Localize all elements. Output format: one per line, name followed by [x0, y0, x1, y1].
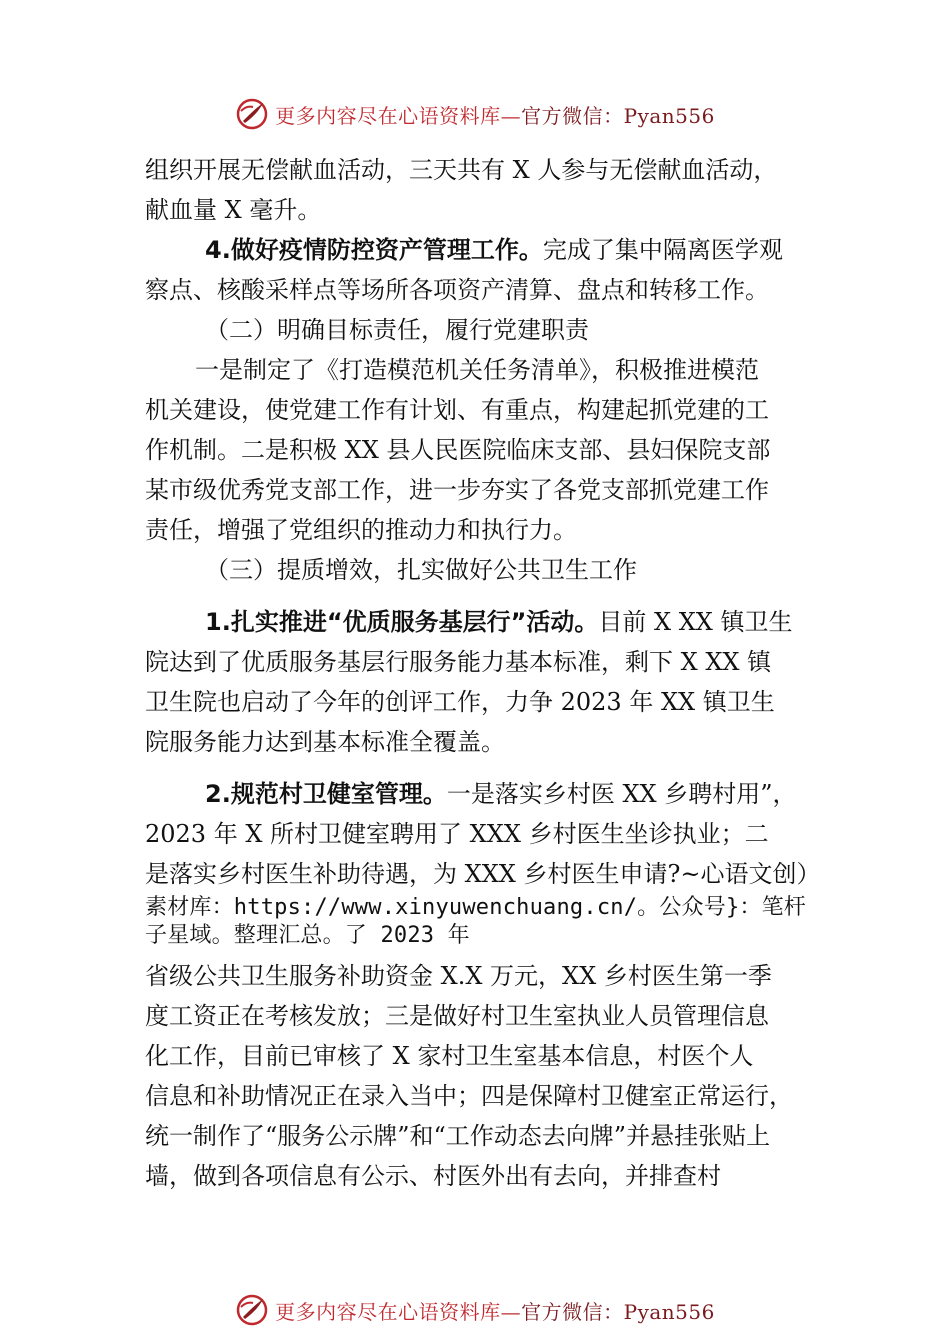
document-body: [145, 150, 821, 1196]
text-line: 卫生院也启动了今年的创评工作，力争 2023 年 XX 镇卫生: [145, 688, 775, 716]
text-line: 省级公共卫生服务补助资金 X.X 万元，XX 乡村医生第一季: [145, 962, 772, 990]
item-heading: 1.扎实推进“优质服务基层行”活动。: [205, 608, 599, 636]
text-line-inserted: 子星域。整理汇总。了 2023 年: [145, 923, 470, 948]
text-line: 察点、核酸采样点等场所各项资产清算、盘点和转移工作。: [145, 276, 769, 304]
text-line: 机关建设，使党建工作有计划、有重点，构建起抓党建的工: [145, 396, 769, 424]
text-line: 度工资正在考核发放；三是做好村卫生室执业人员管理信息: [145, 1002, 769, 1030]
section-item-4: 4.做好疫情防控资产管理工作。完成了集中隔离医学观: [205, 236, 783, 264]
text-line-inserted: 素材库：https://www.xinyuwenchuang.cn/。公众号}：笔杆: [145, 895, 806, 920]
text-line: 信息和补助情况正在录入当中；四是保障村卫健室正常运行，: [145, 1082, 793, 1110]
text-line: 院服务能力达到基本标准全覆盖。: [145, 728, 505, 756]
text-line: 统一制作了“服务公示牌”和“工作动态去向牌”并悬挂张贴上: [145, 1122, 771, 1150]
header-banner-text: 更多内容尽在心语资料库—官方微信：Pyan556: [275, 103, 715, 128]
footer-watermark-banner: [0, 1290, 950, 1330]
section-heading-3: （三）提质增效，扎实做好公共卫生工作: [205, 556, 637, 584]
item-heading: 4.做好疫情防控资产管理工作。: [205, 236, 543, 264]
text-line: 墙，做到各项信息有公示、村医外出有去向，并排查村: [145, 1162, 721, 1190]
text-line: 一是制定了《打造模范机关任务清单》，积极推进模范: [195, 356, 759, 384]
brush-logo-icon: [235, 97, 269, 131]
text-line: 组织开展无偿献血活动，三天共有 X 人参与无偿献血活动，: [145, 156, 778, 184]
header-watermark-banner: [0, 94, 950, 134]
text-line: 某市级优秀党支部工作，进一步夯实了各党支部抓党建工作: [145, 476, 769, 504]
item-heading: 2.规范村卫健室管理。: [205, 780, 447, 808]
section-heading-2: （二）明确目标责任，履行党建职责: [205, 316, 589, 344]
text-line: 院达到了优质服务基层行服务能力基本标准，剩下 X XX 镇: [145, 648, 772, 676]
brush-logo-icon: [235, 1293, 269, 1327]
text-line: 2023 年 X 所村卫健室聘用了 XXX 乡村医生坐诊执业；二: [145, 820, 769, 848]
section-item-1: 1.扎实推进“优质服务基层行”活动。目前 X XX 镇卫生: [205, 608, 793, 636]
footer-banner-text: 更多内容尽在心语资料库—官方微信：Pyan556: [275, 1299, 715, 1324]
text-line: 责任，增强了党组织的推动力和执行力。: [145, 516, 577, 544]
text-line: 作机制。二是积极 XX 县人民医院临床支部、县妇保院支部: [145, 436, 771, 464]
text-line: 献血量 X 毫升。: [145, 196, 322, 224]
text-line: 是落实乡村医生补助待遇，为 XXX 乡村医生申请?~心语文创）: [145, 860, 821, 888]
text-line: 化工作，目前已审核了 X 家村卫生室基本信息，村医个人: [145, 1042, 754, 1070]
section-item-2: 2.规范村卫健室管理。一是落实乡村医 XX 乡聘村用”，: [205, 780, 797, 808]
